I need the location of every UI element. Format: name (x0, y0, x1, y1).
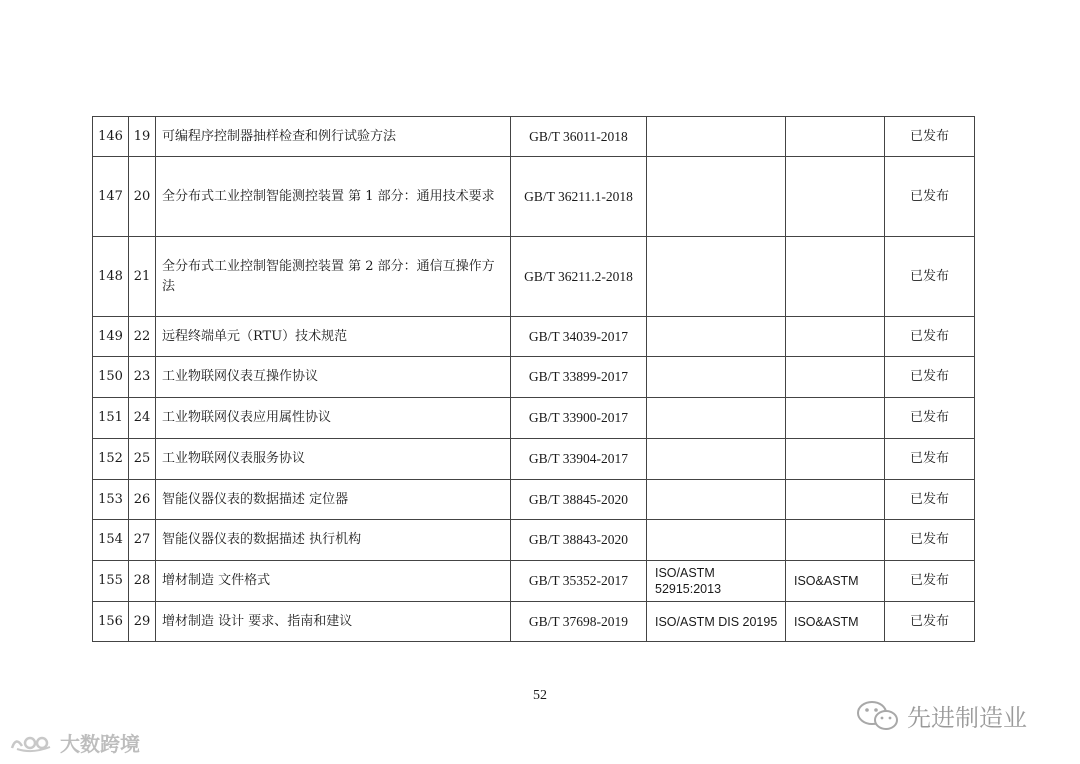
table-row (93, 117, 975, 157)
cell-status: 已发布 (885, 117, 975, 157)
cell-intl-standard (647, 237, 786, 317)
cell-sub-no: 26 (129, 480, 156, 520)
cell-status: 已发布 (885, 357, 975, 398)
cell-standard-name: 工业物联网仪表应用属性协议 (156, 398, 511, 439)
cell-seq-no: 150 (93, 357, 129, 398)
cell-intl-standard (647, 439, 786, 480)
cell-standard-code: GB/T 37698-2019 (511, 602, 647, 642)
cell-standard-name: 全分布式工业控制智能测控装置 第 1 部分：通用技术要求 (156, 157, 511, 237)
cell-status: 已发布 (885, 602, 975, 642)
watermark-right-text: 先进制造业 (907, 704, 1027, 732)
cell-intl-org (786, 357, 885, 398)
cell-sub-no: 21 (129, 237, 156, 317)
table-row (93, 480, 975, 520)
cell-intl-org (786, 520, 885, 561)
cell-sub-no: 22 (129, 317, 156, 357)
cell-standard-name: 增材制造 设计 要求、指南和建议 (156, 602, 511, 642)
cell-seq-no: 147 (93, 157, 129, 237)
cell-sub-no: 19 (129, 117, 156, 157)
cell-standard-name: 全分布式工业控制智能测控装置 第 2 部分：通信互操作方法 (156, 237, 511, 317)
cell-standard-code: GB/T 33904-2017 (511, 439, 647, 480)
cell-standard-code: GB/T 33899-2017 (511, 357, 647, 398)
cell-standard-name: 工业物联网仪表服务协议 (156, 439, 511, 480)
cell-standard-code: GB/T 36011-2018 (511, 117, 647, 157)
cell-standard-name: 智能仪器仪表的数据描述 执行机构 (156, 520, 511, 561)
cell-sub-no: 29 (129, 602, 156, 642)
cell-seq-no: 154 (93, 520, 129, 561)
table-row (93, 520, 975, 561)
cell-intl-org (786, 157, 885, 237)
cell-status: 已发布 (885, 398, 975, 439)
cell-intl-standard (647, 398, 786, 439)
standards-table-body (93, 117, 975, 642)
cell-seq-no: 155 (93, 561, 129, 602)
standards-table (92, 116, 975, 642)
cell-seq-no: 151 (93, 398, 129, 439)
table-row (93, 237, 975, 317)
cell-standard-name: 远程终端单元（RTU）技术规范 (156, 317, 511, 357)
cell-sub-no: 23 (129, 357, 156, 398)
cell-sub-no: 24 (129, 398, 156, 439)
cell-seq-no: 146 (93, 117, 129, 157)
cell-sub-no: 20 (129, 157, 156, 237)
cell-intl-standard: ISO/ASTM DIS 20195 (647, 602, 786, 642)
page-number: 52 (533, 688, 547, 703)
watermark-left-text: 大数跨境 (60, 732, 140, 756)
cell-standard-name: 工业物联网仪表互操作协议 (156, 357, 511, 398)
cell-intl-standard (647, 480, 786, 520)
cell-status: 已发布 (885, 317, 975, 357)
cell-seq-no: 148 (93, 237, 129, 317)
cell-seq-no: 152 (93, 439, 129, 480)
cell-sub-no: 25 (129, 439, 156, 480)
cell-standard-code: GB/T 38845-2020 (511, 480, 647, 520)
cell-seq-no: 156 (93, 602, 129, 642)
cell-intl-standard (647, 520, 786, 561)
table-row (93, 602, 975, 642)
table-row (93, 357, 975, 398)
cell-intl-standard (647, 117, 786, 157)
cell-intl-org: ISO&ASTM (786, 602, 885, 642)
cell-sub-no: 28 (129, 561, 156, 602)
cell-standard-name: 智能仪器仪表的数据描述 定位器 (156, 480, 511, 520)
cell-intl-org (786, 117, 885, 157)
cell-intl-org (786, 317, 885, 357)
cell-standard-code: GB/T 36211.2-2018 (511, 237, 647, 317)
cell-status: 已发布 (885, 520, 975, 561)
cell-status: 已发布 (885, 439, 975, 480)
cell-standard-code: GB/T 35352-2017 (511, 561, 647, 602)
watermark-left (8, 728, 140, 757)
cell-intl-standard (647, 317, 786, 357)
cell-intl-standard (647, 157, 786, 237)
cell-intl-org: ISO&ASTM (786, 561, 885, 602)
cell-seq-no: 149 (93, 317, 129, 357)
cell-intl-standard (647, 357, 786, 398)
table-row (93, 317, 975, 357)
watermark-right (855, 698, 1027, 733)
cell-intl-org (786, 480, 885, 520)
cell-intl-org (786, 398, 885, 439)
cell-sub-no: 27 (129, 520, 156, 561)
cell-status: 已发布 (885, 237, 975, 317)
table-row (93, 439, 975, 480)
cell-seq-no: 153 (93, 480, 129, 520)
cell-standard-name: 增材制造 文件格式 (156, 561, 511, 602)
cell-intl-org (786, 439, 885, 480)
cell-standard-code: GB/T 34039-2017 (511, 317, 647, 357)
brand-logo-icon (8, 732, 56, 754)
wechat-icon (855, 699, 901, 733)
cell-status: 已发布 (885, 561, 975, 602)
table-row (93, 398, 975, 439)
table-row (93, 157, 975, 237)
cell-status: 已发布 (885, 157, 975, 237)
cell-intl-org (786, 237, 885, 317)
cell-standard-code: GB/T 33900-2017 (511, 398, 647, 439)
cell-intl-standard: ISO/ASTM 52915:2013 (647, 561, 786, 602)
cell-standard-code: GB/T 36211.1-2018 (511, 157, 647, 237)
cell-standard-code: GB/T 38843-2020 (511, 520, 647, 561)
table-row (93, 561, 975, 602)
cell-standard-name: 可编程序控制器抽样检查和例行试验方法 (156, 117, 511, 157)
cell-status: 已发布 (885, 480, 975, 520)
